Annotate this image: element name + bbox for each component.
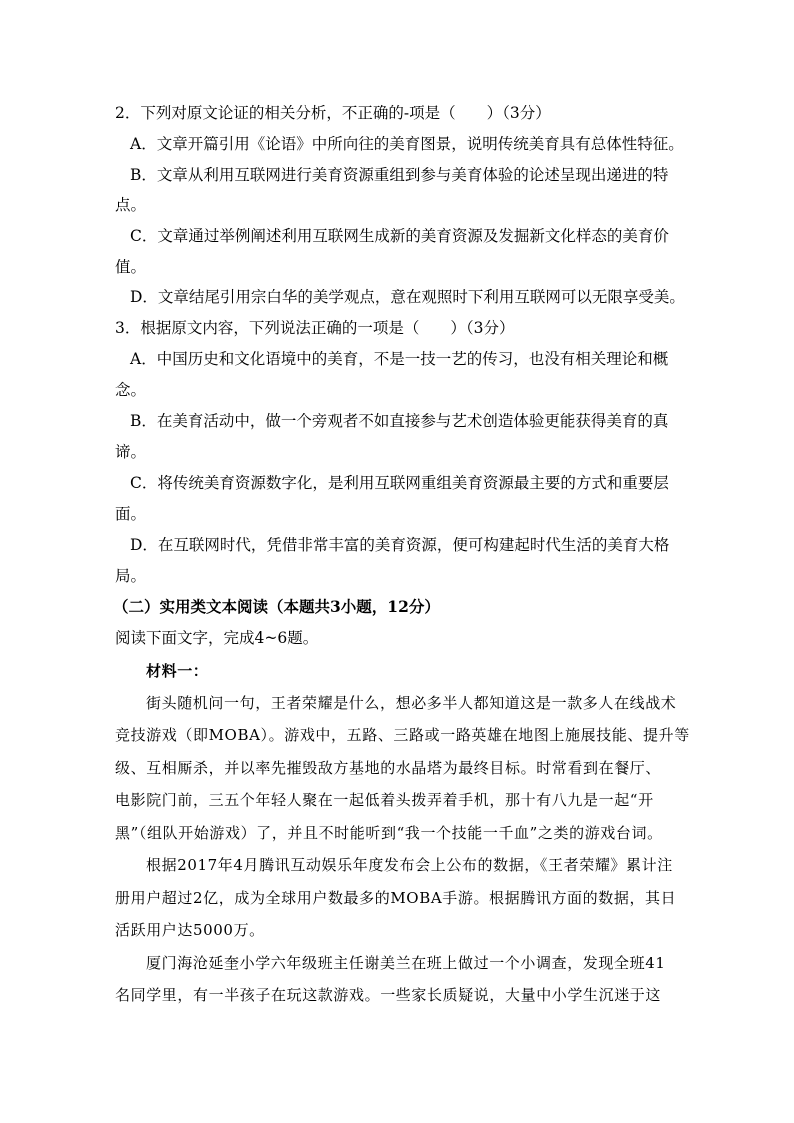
material-p2-line2: 册用户超过2亿，成为全球用户数最多的MOBA手游。根据腾讯方面的数据，其日: [115, 889, 677, 907]
q3-option-c-line1: C．将传统美育资源数字化，是利用互联网重组美育资源最主要的方式和重要层: [130, 474, 669, 492]
material-p2-line3: 活跃用户达5000万。: [115, 921, 265, 939]
q2-option-c-line2: 值。: [115, 258, 147, 276]
q3-option-b-line2: 谛。: [115, 443, 147, 461]
material-p1-line1: 街头随机问一句，王者荣耀是什么，想必多半人都知道这是一款多人在线战术: [146, 694, 677, 712]
q3-option-d-line1: D．在互联网时代，凭借非常丰富的美育资源，便可构建起时代生活的美育大格: [130, 536, 670, 554]
material-p1-line4: 电影院门前，三五个年轻人聚在一起低着头拨弄着手机，那十有八九是一起“开: [115, 791, 654, 809]
material-p3-line1: 厦门海沧延奎小学六年级班主任谢美兰在班上做过一个小调查，发现全班41: [146, 954, 666, 972]
q2-stem: 2．下列对原文论证的相关分析，不正确的-项是（ ）（3分）: [115, 104, 551, 122]
q3-option-b-line1: B．在美育活动中，做一个旁观者不如直接参与艺术创造体验更能获得美育的真: [130, 412, 669, 430]
material-p1-line2: 竞技游戏（即MOBA）。游戏中，五路、三路或一路英雄在地图上施展技能、提升等: [115, 726, 690, 744]
section-instruction: 阅读下面文字，完成4~6题。: [115, 629, 319, 647]
q2-option-b-line1: B．文章从利用互联网进行美育资源重组到参与美育体验的论述呈现出递进的特: [130, 166, 669, 184]
material-p2-line1: 根据2017年4月腾讯互动娱乐年度发布会上公布的数据，《王者荣耀》累计注: [146, 856, 673, 874]
q2-option-b-line2: 点。: [115, 196, 147, 214]
q2-option-c-line1: C．文章通过举例阐述利用互联网生成新的美育资源及发掘新文化样态的美育价: [130, 227, 669, 245]
q3-stem: 3．根据原文内容，下列说法正确的一项是（ ）（3分）: [115, 319, 515, 337]
section-title: （二）实用类文本阅读（本题共3小题，12分）: [113, 597, 440, 616]
material-p1-line3: 级、互相厮杀，并以率先摧毁敌方基地的水晶塔为最终目标。时常看到在餐厅、: [115, 759, 662, 777]
q2-option-a: A．文章开篇引用《论语》中所向往的美育图景，说明传统美育具有总体性特征。: [130, 135, 684, 153]
q2-option-d: D．文章结尾引用宗白华的美学观点，意在观照时下利用互联网可以无限享受美。: [130, 288, 685, 306]
material-p3-line2: 名同学里，有一半孩子在玩这款游戏。一些家长质疑说，大量中小学生沉迷于这: [115, 986, 662, 1004]
q3-option-a-line2: 念。: [115, 381, 147, 399]
q3-option-d-line2: 局。: [115, 567, 147, 585]
material-label: 材料一：: [146, 662, 209, 680]
q3-option-a-line1: A．中国历史和文化语境中的美育，不是一技一艺的传习，也没有相关理论和概: [130, 350, 669, 368]
q3-option-c-line2: 面。: [115, 505, 147, 523]
material-p1-line5: 黑”（组队开始游戏）了，并且不时能听到“我一个技能一千血”之类的游戏台词。: [115, 824, 663, 842]
